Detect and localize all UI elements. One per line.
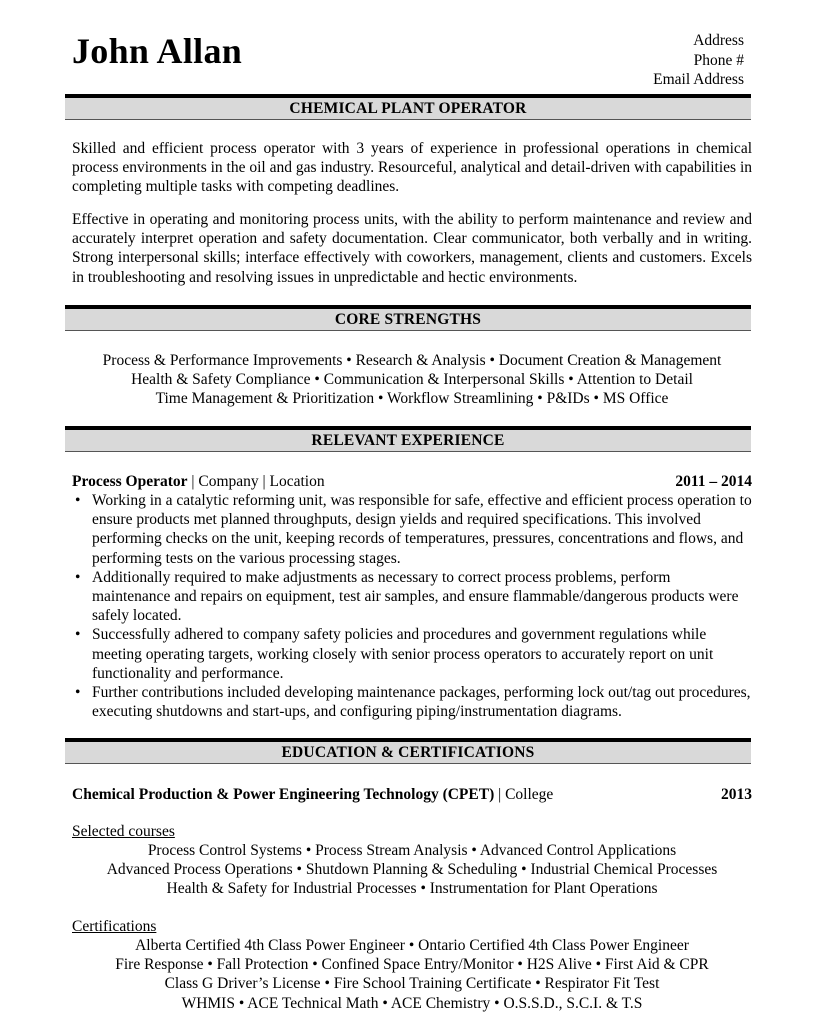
job-title: Process Operator: [72, 473, 188, 490]
course-line: Advanced Process Operations • Shutdown Planning & Scheduling • Industrial Chemical Processes: [106, 861, 718, 879]
section-banner-education: EDUCATION & CERTIFICATIONS: [65, 738, 751, 764]
degree-year: 2013: [721, 786, 752, 803]
strengths-line: Health & Safety Compliance • Communication & Interpersonal Skills • Attention to Detail: [131, 371, 693, 389]
job-bullet: • Additionally required to make adjustments as necessary to correct process problems, perform maintenance and repairs on equipment, test air samples, and ensure flammable/dangerous products were safely located.: [72, 568, 752, 626]
certification-line: Class G Driver’s License • Fire School Training Certificate • Respirator Fit Test: [164, 975, 660, 993]
section-banner-strengths: CORE STRENGTHS: [65, 305, 751, 331]
job-bullet: • Working in a catalytic reforming unit, was responsible for safe, effective and efficient process operation to ensure products met planned throughputs, design yields and required specifications. This involved performing checks on the unit, keeping records of temperatures, pressures, concentrations and flows, and performing tests on the various processing stages.: [72, 491, 752, 568]
summary-paragraph-1: Skilled and efficient process operator with 3 years of experience in professional operations in chemical process environments in the oil and gas industry. Resourceful, analytical and detail-driven with capabilities in completing multiple tasks with competing deadlines.: [72, 140, 752, 196]
course-line: Process Control Systems • Process Stream Analysis • Advanced Control Applications: [147, 842, 677, 859]
degree-name: Chemical Production & Power Engineering Technology (CPET): [72, 786, 495, 803]
courses-label: Selected courses: [72, 823, 175, 840]
contact-phone: Phone #: [693, 51, 744, 69]
courses-list: [72, 841, 752, 899]
certification-line: WHMIS • ACE Technical Math • ACE Chemistry • O.S.S.D., S.C.I. & T.S: [181, 994, 643, 1012]
course-line: Health & Safety for Industrial Processes • Instrumentation for Plant Operations: [166, 880, 658, 898]
certification-line: Fire Response • Fall Protection • Confined Space Entry/Monitor • H2S Alive • First Aid & CPR: [115, 956, 709, 974]
summary-paragraph-2: Effective in operating and monitoring process units, with the ability to perform maintenance and review and accurately interpret operation and safety documentation. Clear communicator, both verbally and in writing. Strong interpersonal skills; interface effectively with coworkers, management, clients and customers. Excels in troubleshooting and resolving issues in unpredictable and hectic environments.: [72, 211, 752, 286]
degree-school: | College: [494, 786, 554, 803]
job-bullet: • Further contributions included developing maintenance packages, performing lock out/tag out procedures, executing shutdowns and start-ups, and configuring piping/instrumentation diagrams.: [72, 683, 752, 721]
job-dates: 2011 – 2014: [675, 473, 752, 490]
strengths-list: [72, 351, 752, 409]
job-header: [72, 472, 752, 491]
strengths-line: Time Management & Prioritization • Workflow Streamlining • P&IDs • MS Office: [155, 390, 669, 408]
contact-address: Address: [693, 32, 744, 49]
certifications-list: [72, 936, 752, 1013]
certifications-label: Certifications: [72, 918, 157, 935]
job-bullet: • Successfully adhered to company safety policies and procedures and government regulations while meeting operating targets, working closely with senior process operators to accurately report on unit functionality and performance.: [72, 625, 752, 683]
candidate-name: John Allan: [72, 31, 243, 71]
contact-email: Email Address: [653, 71, 744, 88]
section-banner-title: CHEMICAL PLANT OPERATOR: [65, 94, 751, 120]
contact-info: [653, 31, 744, 90]
strengths-line: Process & Performance Improvements • Research & Analysis • Document Creation & Management: [102, 352, 722, 369]
job-bullets: [72, 491, 752, 721]
certification-line: Alberta Certified 4th Class Power Engineer • Ontario Certified 4th Class Power Engineer: [135, 937, 689, 954]
job-company-location: | Company | Location: [187, 473, 325, 490]
degree-row: [72, 785, 752, 804]
section-banner-experience: RELEVANT EXPERIENCE: [65, 426, 751, 452]
